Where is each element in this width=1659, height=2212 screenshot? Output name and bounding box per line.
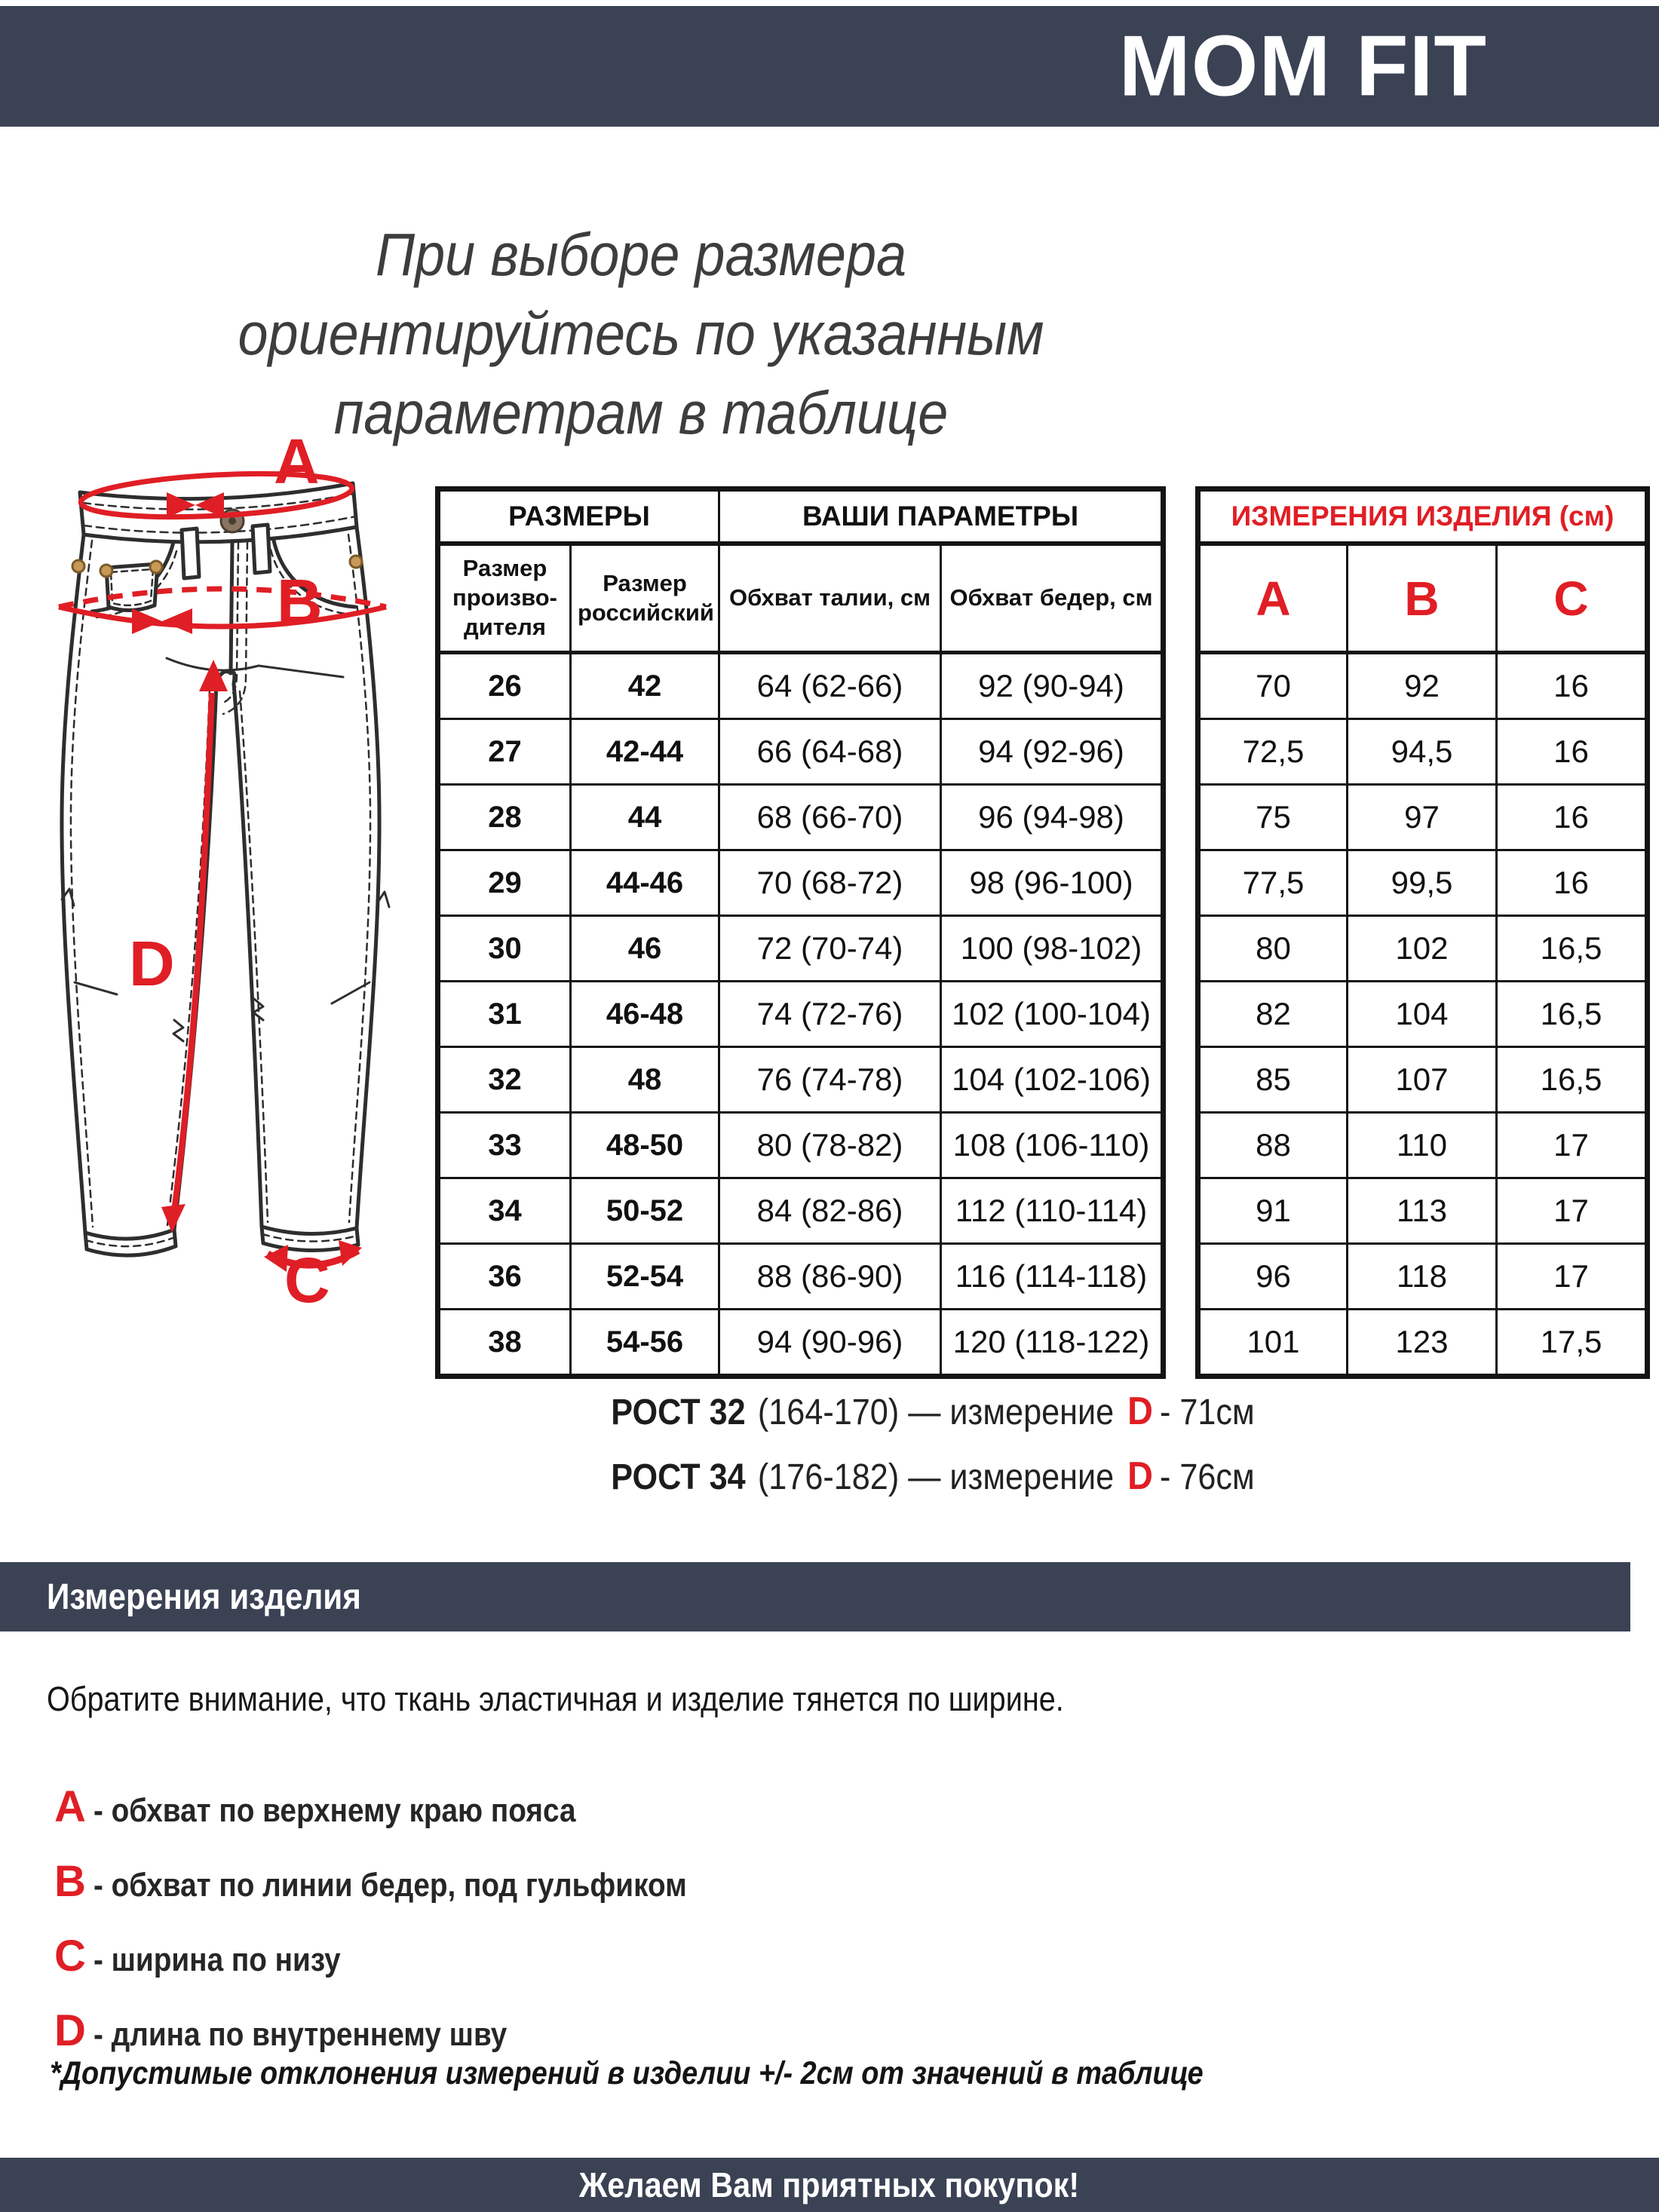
cell: 16	[1497, 653, 1648, 719]
cell: 82	[1198, 982, 1348, 1047]
size-table-header-row	[438, 544, 1164, 653]
cell: 48-50	[571, 1113, 719, 1178]
table-row	[438, 916, 1164, 982]
height-letter-d: D	[1127, 1454, 1153, 1498]
table-row	[438, 1178, 1164, 1244]
cell: 92	[1348, 653, 1497, 719]
cell: 80 (78-82)	[719, 1113, 941, 1178]
table-row	[1198, 916, 1648, 982]
height-note-32	[485, 1389, 1381, 1434]
product-table-header-row	[1198, 489, 1648, 544]
cell: 84 (82-86)	[719, 1178, 941, 1244]
rivet-icon	[72, 560, 84, 572]
legend-text: - обхват по верхнему краю пояса	[94, 1792, 576, 1829]
fabric-note-text: Обратите внимание, что ткань эластичная и изделие тянется по ширине.	[47, 1680, 1064, 1718]
table-row	[1198, 1178, 1648, 1244]
col-header-a: A	[1198, 544, 1348, 653]
cell: 94,5	[1348, 719, 1497, 785]
cell: 102 (100-104)	[941, 982, 1164, 1047]
arrow-icon	[132, 608, 162, 634]
height-label: РОСТ 32	[611, 1392, 746, 1432]
cell: 17	[1497, 1113, 1648, 1178]
cell: 112 (110-114)	[941, 1178, 1164, 1244]
group-header-sizes: РАЗМЕРЫ	[438, 489, 719, 544]
cell: 88	[1198, 1113, 1348, 1178]
tolerance-footnote-text: *Допустимые отклонения измерений в изделии +/- 2см от значений в таблице	[50, 2055, 1204, 2091]
table-row	[1198, 1047, 1648, 1113]
cell: 101	[1198, 1310, 1348, 1377]
legend-letter: D	[54, 2006, 86, 2055]
table-row	[438, 1310, 1164, 1377]
cell: 48	[571, 1047, 719, 1113]
cell: 36	[438, 1244, 571, 1310]
cell: 76 (74-78)	[719, 1047, 941, 1113]
col-header-c: C	[1497, 544, 1648, 653]
col-header-b: B	[1348, 544, 1497, 653]
cell: 16	[1497, 719, 1648, 785]
col-header: Размер произво-дителя	[438, 544, 571, 653]
table-row	[438, 850, 1164, 916]
cell: 46-48	[571, 982, 719, 1047]
group-header-params: ВАШИ ПАРАМЕТРЫ	[719, 489, 1164, 544]
cell: 38	[438, 1310, 571, 1377]
arrow-icon	[199, 660, 228, 691]
cell: 108 (106-110)	[941, 1113, 1164, 1178]
cell: 70 (68-72)	[719, 850, 941, 916]
fabric-note	[47, 1680, 1203, 1719]
cell: 46	[571, 916, 719, 982]
jeans-diagram	[19, 381, 430, 1376]
height-notes	[485, 1389, 1381, 1518]
arrow-icon	[161, 1204, 186, 1233]
cell: 97	[1348, 785, 1497, 850]
brand-title: MOM FIT	[1118, 18, 1487, 115]
cell: 104	[1348, 982, 1497, 1047]
size-table-group-row	[438, 489, 1164, 544]
table-row	[1198, 653, 1648, 719]
table-row	[438, 1244, 1164, 1310]
legend-letter: B	[54, 1857, 86, 1906]
cell: 118	[1348, 1244, 1497, 1310]
height-note-34	[485, 1454, 1381, 1499]
legend-text: - длина по внутреннему шву	[94, 2016, 508, 2053]
table-row	[438, 653, 1164, 719]
cell: 16	[1497, 785, 1648, 850]
table-row	[438, 719, 1164, 785]
measurement-legend	[54, 1782, 768, 2084]
cell: 98 (96-100)	[941, 850, 1164, 916]
diagram-label-b: B	[277, 566, 323, 637]
product-table-abc-row	[1198, 544, 1648, 653]
cell: 17	[1497, 1244, 1648, 1310]
cell: 68 (66-70)	[719, 785, 941, 850]
cell: 50-52	[571, 1178, 719, 1244]
legend-text: - ширина по низу	[94, 1941, 341, 1978]
cell: 64 (62-66)	[719, 653, 941, 719]
cell: 33	[438, 1113, 571, 1178]
table-row	[1198, 785, 1648, 850]
height-range: (176-182) — измерение	[757, 1457, 1115, 1497]
table-row	[1198, 1310, 1648, 1377]
legend-item-b	[54, 1857, 768, 1915]
cell: 16,5	[1497, 916, 1648, 982]
cell: 28	[438, 785, 571, 850]
arrow-icon	[162, 608, 192, 634]
table-row	[438, 982, 1164, 1047]
cell: 107	[1348, 1047, 1497, 1113]
table-row	[1198, 850, 1648, 916]
cell: 80	[1198, 916, 1348, 982]
cell: 102	[1348, 916, 1497, 982]
cell: 72,5	[1198, 719, 1348, 785]
cell: 91	[1198, 1178, 1348, 1244]
height-value: - 71см	[1159, 1392, 1255, 1432]
rivet-icon	[150, 561, 162, 573]
cell: 42-44	[571, 719, 719, 785]
cell: 42	[571, 653, 719, 719]
cell: 17,5	[1497, 1310, 1648, 1377]
rivet-icon	[100, 565, 112, 577]
cell: 52-54	[571, 1244, 719, 1310]
height-value: - 76см	[1159, 1457, 1255, 1497]
rivet-icon	[350, 556, 362, 568]
cell: 94 (92-96)	[941, 719, 1164, 785]
section-header: Измерения изделия	[47, 1576, 361, 1617]
top-banner	[0, 6, 1659, 127]
cell: 44-46	[571, 850, 719, 916]
size-table	[435, 486, 1166, 1379]
bottom-banner	[0, 2158, 1659, 2212]
cell: 17	[1497, 1178, 1648, 1244]
product-measurements-table	[1195, 486, 1650, 1379]
table-row	[1198, 1113, 1648, 1178]
table-row	[438, 1047, 1164, 1113]
cell: 29	[438, 850, 571, 916]
height-label: РОСТ 34	[611, 1457, 746, 1497]
table-row	[1198, 1244, 1648, 1310]
intro-line-3: параметрам в таблице	[333, 378, 949, 446]
table-row	[438, 785, 1164, 850]
diagram-label-d: D	[129, 928, 175, 999]
height-range: (164-170) — измерение	[757, 1392, 1115, 1432]
bottom-banner-text: Желаем Вам приятных покупок!	[579, 2165, 1080, 2204]
cell: 16,5	[1497, 982, 1648, 1047]
diagram-label-a: A	[274, 426, 320, 497]
cell: 16,5	[1497, 1047, 1648, 1113]
cell: 104 (102-106)	[941, 1047, 1164, 1113]
table-row	[438, 1113, 1164, 1178]
cell: 92 (90-94)	[941, 653, 1164, 719]
legend-text: - обхват по линии бедер, под гульфиком	[94, 1867, 687, 1904]
cell: 27	[438, 719, 571, 785]
cell: 31	[438, 982, 571, 1047]
diagram-label-c: C	[284, 1245, 330, 1316]
cell: 32	[438, 1047, 571, 1113]
cell: 99,5	[1348, 850, 1497, 916]
cell: 85	[1198, 1047, 1348, 1113]
section-header-band	[0, 1562, 1630, 1631]
legend-item-c	[54, 1932, 768, 1990]
cell: 72 (70-74)	[719, 916, 941, 982]
cell: 94 (90-96)	[719, 1310, 941, 1377]
legend-item-a	[54, 1782, 768, 1840]
cell: 74 (72-76)	[719, 982, 941, 1047]
cell: 110	[1348, 1113, 1497, 1178]
col-header: Размер российский	[571, 544, 719, 653]
cell: 44	[571, 785, 719, 850]
cell: 34	[438, 1178, 571, 1244]
intro-line-2: ориентируйтесь по указанным	[238, 299, 1044, 367]
cell: 54-56	[571, 1310, 719, 1377]
cell: 113	[1348, 1178, 1497, 1244]
table-row	[1198, 719, 1648, 785]
cell: 88 (86-90)	[719, 1244, 941, 1310]
cell: 26	[438, 653, 571, 719]
table-row	[1198, 982, 1648, 1047]
cell: 66 (64-68)	[719, 719, 941, 785]
cell: 100 (98-102)	[941, 916, 1164, 982]
col-header: Обхват бедер, см	[941, 544, 1164, 653]
cell: 30	[438, 916, 571, 982]
col-header: Обхват талии, см	[719, 544, 941, 653]
cell: 96	[1198, 1244, 1348, 1310]
cell: 70	[1198, 653, 1348, 719]
cell: 96 (94-98)	[941, 785, 1164, 850]
cell: 123	[1348, 1310, 1497, 1377]
cell: 75	[1198, 785, 1348, 850]
cell: 16	[1497, 850, 1648, 916]
intro-line-1: При выборе размера	[375, 221, 907, 288]
legend-letter: A	[54, 1782, 86, 1831]
tolerance-footnote	[50, 2055, 1360, 2092]
cell: 116 (114-118)	[941, 1244, 1164, 1310]
cell: 120 (118-122)	[941, 1310, 1164, 1377]
height-letter-d: D	[1127, 1389, 1153, 1433]
product-table-title: ИЗМЕРЕНИЯ ИЗДЕЛИЯ (см)	[1198, 489, 1648, 544]
cell: 77,5	[1198, 850, 1348, 916]
legend-letter: C	[54, 1932, 86, 1981]
